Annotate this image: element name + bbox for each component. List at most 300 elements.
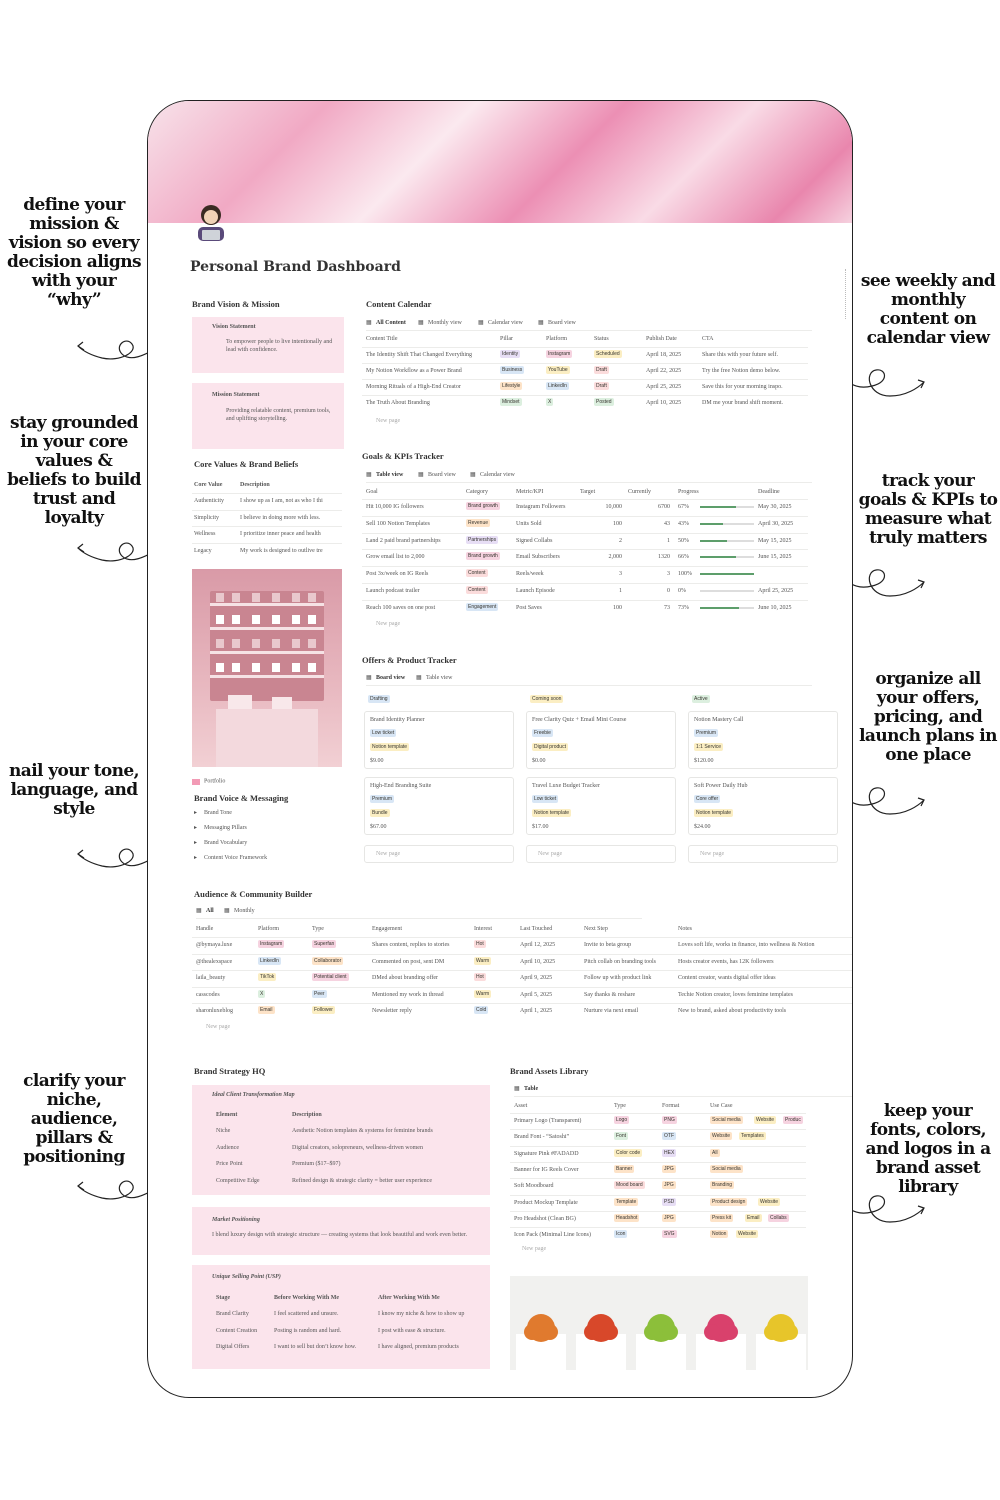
section-heading: Audience & Community Builder	[194, 889, 313, 899]
toggle-item[interactable]: Messaging Pillars	[204, 825, 247, 831]
tag-badge: Notion template	[696, 810, 732, 816]
annotation-text: clarify your niche, audience, pillars & positioning	[23, 1071, 125, 1167]
tag-badge: Warm	[476, 957, 490, 964]
section-heading: Offers & Product Tracker	[362, 655, 457, 665]
tag-badge: Website	[760, 1198, 778, 1205]
progress-percent: 66%	[678, 554, 689, 561]
table-cell: I post with ease & structure.	[378, 1327, 446, 1334]
view-tab-icon: ▦	[366, 320, 372, 326]
column-header: Deadline	[758, 489, 780, 495]
table-cell: Soft Moodboard	[514, 1183, 554, 1190]
column-header: After Working With Me	[378, 1295, 440, 1301]
table-cell: 1	[667, 537, 670, 544]
annotation-text: track your goals & KPIs to measure what truly matters	[858, 471, 998, 548]
table-cell: Digital Offers	[216, 1344, 250, 1350]
toggle-arrow-icon[interactable]: ▸	[194, 825, 198, 831]
tag-badge: Website	[738, 1231, 756, 1238]
tag-badge: SVG	[664, 1231, 675, 1238]
row-divider	[192, 954, 852, 955]
table-cell: Reels/week	[516, 571, 544, 578]
progress-fill	[700, 523, 723, 525]
row-divider	[510, 1227, 806, 1228]
table-cell: Brand Font - “Satoshi”	[514, 1134, 570, 1141]
progress-percent: 100%	[678, 571, 692, 578]
tag-badge: Revenue	[468, 519, 489, 526]
tag-badge: Bundle	[372, 810, 388, 816]
table-cell: June 10, 2025	[758, 604, 792, 611]
new-page-button[interactable]: New page	[206, 1024, 231, 1030]
column-header: Before Working With Me	[274, 1295, 340, 1301]
page-title: Personal Brand Dashboard	[190, 259, 401, 275]
column-header: Type	[614, 1103, 626, 1109]
table-cell: April 18, 2025	[646, 352, 682, 358]
table-cell: laila_beauty	[196, 975, 226, 981]
table-cell: I know my niche & how to show up	[378, 1311, 465, 1317]
row-divider	[192, 543, 342, 544]
tag-badge: Freebie	[534, 730, 551, 736]
row-divider	[362, 379, 808, 380]
card-title: Soft Power Daily Hub	[694, 783, 748, 789]
row-divider	[192, 493, 342, 494]
view-tab-icon: ▦	[196, 908, 202, 914]
tag-badge: Cold	[476, 1007, 487, 1013]
tag-badge: OTF	[664, 1133, 674, 1140]
tag-badge: Mindset	[502, 399, 520, 405]
section-heading: Brand Strategy HQ	[194, 1066, 266, 1076]
table-cell: My Notion Workflow as a Power Brand	[366, 368, 462, 374]
table-cell: 0	[667, 588, 670, 594]
tag-badge: Press kit	[712, 1214, 732, 1221]
column-header: Asset	[514, 1103, 528, 1109]
toggle-arrow-icon[interactable]: ▸	[194, 855, 198, 861]
scroll-indicator[interactable]	[838, 269, 846, 319]
column-header: Engagement	[372, 926, 402, 932]
progress-percent: 43%	[678, 520, 689, 527]
table-cell: Mentioned my work in thread	[372, 991, 444, 998]
tag-badge: Lifestyle	[502, 383, 521, 389]
tag-badge: Font	[616, 1133, 627, 1140]
table-cell: Techie Notion creator, loves feminine templates	[678, 991, 793, 998]
tag-badge: Engagement	[468, 603, 497, 610]
column-header: Notes	[678, 926, 692, 932]
table-cell: 73	[664, 604, 670, 611]
toggle-item[interactable]: Brand Vocabulary	[204, 840, 248, 846]
tag-badge: Draft	[596, 367, 607, 373]
table-cell: Shares content, replies to stories	[372, 942, 450, 948]
table-cell: April 1, 2025	[520, 1008, 553, 1014]
tag-badge: Scheduled	[596, 351, 620, 357]
table-cell: Content Creation	[216, 1327, 258, 1334]
card-title: High-End Branding Suite	[370, 783, 432, 789]
tag-badge: Product design	[712, 1198, 746, 1205]
callout-title: Market Positioning	[212, 1217, 260, 1223]
tag-badge: X	[260, 990, 264, 997]
card-title: Brand Identity Planner	[370, 717, 425, 723]
table-cell: Sell 100 Notion Templates	[366, 520, 430, 527]
tag-badge: Draft	[596, 383, 607, 389]
tag-badge: Icon	[616, 1231, 626, 1238]
tag-badge: Core offer	[696, 796, 719, 802]
column-header: Core Value	[194, 482, 223, 488]
table-cell: Invite to beta group	[584, 942, 632, 948]
row-divider	[362, 499, 808, 500]
cover-image	[148, 101, 853, 223]
row-divider	[362, 549, 808, 550]
table-cell: My work is designed to outlive tre	[240, 547, 323, 554]
card-price: $67.00	[370, 824, 387, 830]
tag-badge: Template	[616, 1198, 637, 1205]
card-title: Travel Luxe Budget Tracker	[532, 783, 600, 789]
table-cell: Refined design & strategic clarity = better user experience	[292, 1177, 432, 1184]
table-cell: April 10, 2025	[646, 400, 682, 406]
section-heading: Core Values & Brand Beliefs	[194, 459, 299, 469]
column-header: Last Touched	[520, 926, 553, 932]
table-cell: 3	[667, 571, 670, 578]
tag-badge: JPG	[664, 1182, 674, 1189]
progress-percent: 50%	[678, 537, 689, 544]
table-cell: Launch podcast trailer	[366, 588, 420, 594]
toggle-item[interactable]: Content Voice Framework	[204, 855, 268, 861]
table-cell: Posting is random and hard.	[274, 1327, 342, 1334]
view-tab[interactable]: Board view	[548, 320, 576, 326]
callout-title: Ideal Client Transformation Map	[212, 1092, 295, 1098]
tag-badge: Email	[747, 1214, 760, 1221]
new-page-button[interactable]: New page	[522, 1246, 547, 1252]
table-cell: Commented on post, sent DM	[372, 958, 445, 965]
table-cell: Nurture via next email	[584, 1008, 639, 1014]
table-cell: Audience	[216, 1144, 239, 1151]
view-tab[interactable]: Table view	[376, 472, 404, 478]
view-tab[interactable]: All	[206, 908, 214, 914]
tag-badge: Peer	[314, 990, 325, 997]
tag-badge: Partnerships	[468, 536, 497, 543]
toggle-arrow-icon[interactable]: ▸	[194, 840, 198, 846]
view-tab[interactable]: Monthly view	[428, 320, 462, 326]
tag-badge: Content	[468, 587, 486, 593]
tag-badge: Logo	[616, 1117, 628, 1123]
column-header: CTA	[702, 336, 714, 342]
column-header: Next Step	[584, 926, 608, 932]
tag-badge: Notion template	[534, 810, 570, 816]
table-cell: Hosts creator events, has 12K followers	[678, 958, 774, 965]
tab-underline	[196, 918, 642, 919]
column-header: Metric/KPI	[516, 489, 544, 495]
tag-badge: Brand growth	[468, 503, 498, 509]
table-cell: I want to sell but don’t know how.	[274, 1344, 357, 1350]
view-tab[interactable]: Table	[524, 1086, 539, 1092]
tag-badge: Collabs	[770, 1214, 787, 1221]
row-divider	[510, 1195, 806, 1196]
column-header: Status	[594, 336, 609, 342]
section-heading: Goals & KPIs Tracker	[362, 451, 444, 461]
card-price: $0.00	[532, 758, 546, 764]
table-cell: Signed Collabs	[516, 537, 553, 544]
column-header: Goal	[366, 489, 378, 495]
table-cell: Content creator, wants digital offer ideas	[678, 975, 776, 981]
new-page-button[interactable]: New page	[376, 621, 401, 627]
view-tab-icon: ▦	[416, 675, 422, 681]
table-cell: 10,000	[605, 504, 622, 510]
column-header: Platform	[258, 926, 279, 932]
table-cell: Post 3x/week on IG Reels	[366, 571, 429, 578]
notion-page-frame	[147, 100, 853, 1398]
card-title: Notion Mastery Call	[694, 717, 744, 723]
table-cell: The Identity Shift That Changed Everything	[366, 352, 473, 358]
tag-badge: Premium	[696, 730, 717, 736]
tag-badge: TikTok	[260, 974, 275, 980]
view-tab-icon: ▦	[418, 472, 424, 478]
row-divider	[362, 566, 808, 567]
table-cell: sharonluxeblog	[196, 1008, 233, 1014]
tab-underline	[366, 330, 812, 331]
table-cell: Save this for your morning inspo.	[702, 384, 783, 390]
tag-badge: Coming soon	[532, 696, 562, 702]
tag-badge: Headshot	[616, 1214, 638, 1221]
table-cell: DMed about branding offer	[372, 975, 439, 981]
new-page-button[interactable]: New page	[376, 418, 401, 424]
view-tab-icon: ▦	[418, 320, 424, 326]
tag-badge: PNG	[664, 1117, 675, 1123]
toggle-item[interactable]: Brand Tone	[204, 810, 232, 816]
tag-badge: Active	[694, 696, 708, 702]
view-tab[interactable]: Calendar view	[480, 472, 515, 478]
table-cell: Reach 100 saves on one post	[366, 604, 436, 611]
tag-badge: Website	[756, 1117, 774, 1123]
callout-title: Vision Statement	[212, 324, 256, 330]
column-header: Content Title	[366, 336, 398, 342]
table-cell: Hit 10,000 IG followers	[366, 504, 424, 510]
view-tab[interactable]: Calendar view	[488, 320, 523, 326]
view-tab[interactable]: Board view	[376, 675, 406, 681]
progress-percent: 0%	[678, 588, 686, 594]
table-cell: Say thanks & reshare	[584, 991, 636, 998]
table-cell: 100	[613, 520, 622, 527]
tag-badge: YouTube	[548, 367, 568, 373]
section-heading: Brand Voice & Messaging	[194, 793, 289, 803]
tag-badge: All	[712, 1149, 718, 1156]
row-divider	[510, 1113, 806, 1114]
table-cell: Newsletter reply	[372, 1008, 412, 1014]
card-price: $17.00	[532, 824, 549, 830]
row-divider	[510, 1162, 806, 1163]
table-cell: June 15, 2025	[758, 554, 792, 561]
table-cell: Instagram Followers	[516, 504, 566, 510]
tag-badge: Potential client	[314, 974, 347, 980]
table-cell: New to brand, asked about productivity tools	[678, 1008, 787, 1014]
table-cell: Authenticity	[194, 498, 224, 504]
new-page-label: New page	[538, 851, 563, 857]
row-divider	[192, 937, 852, 938]
section-heading: Brand Vision & Mission	[192, 299, 280, 309]
tag-badge: Notion template	[372, 744, 408, 750]
column-header: Type	[312, 926, 324, 932]
column-header: Platform	[546, 336, 567, 342]
table-cell: Price Point	[216, 1161, 243, 1167]
table-cell: Product Mockup Template	[514, 1199, 578, 1206]
progress-track	[700, 590, 754, 592]
table-cell: Wellness	[194, 531, 216, 537]
table-cell: April 22, 2025	[646, 368, 682, 374]
tag-badge: Low ticket	[372, 730, 395, 736]
tag-badge: Produc	[785, 1117, 801, 1123]
table-cell: April 10, 2025	[520, 958, 556, 965]
column-header: Description	[240, 482, 270, 488]
woman-technologist-icon	[194, 203, 228, 243]
card-title: Free Clarity Quiz + Email Mini Course	[532, 717, 627, 723]
tag-badge: Color code	[616, 1149, 641, 1156]
view-tab-icon: ▦	[470, 472, 476, 478]
new-page-label: New page	[700, 851, 725, 857]
column-header: Stage	[216, 1295, 230, 1301]
progress-percent: 73%	[678, 604, 689, 611]
row-divider	[510, 1211, 806, 1212]
column-header: Format	[662, 1103, 680, 1109]
annotation-text: stay grounded in your core values & beliefs to build trust and loyalty	[7, 413, 141, 528]
table-cell: 100	[613, 604, 622, 611]
tag-badge: LinkedIn	[548, 383, 567, 389]
progress-fill	[700, 573, 754, 575]
table-cell: 2	[619, 537, 622, 544]
callout-title: Mission Statement	[212, 392, 260, 398]
row-divider	[362, 533, 808, 534]
view-tab[interactable]: Board view	[428, 472, 456, 478]
tag-badge: 1:1 Service	[696, 744, 722, 750]
table-cell: April 5, 2025	[520, 991, 553, 998]
card-price: $24.00	[694, 824, 711, 830]
table-cell: Land 2 paid brand partnerships	[366, 537, 441, 544]
new-page-label: New page	[376, 851, 401, 857]
section-heading: Brand Assets Library	[510, 1066, 589, 1076]
row-divider	[362, 347, 808, 348]
tag-badge: Instagram	[260, 941, 283, 947]
tag-badge: PSD	[664, 1198, 675, 1205]
tag-badge: Email	[260, 1007, 273, 1013]
table-cell: April 9, 2025	[520, 975, 553, 981]
column-header: Pillar	[500, 336, 513, 342]
table-cell: I prioritize inner peace and health	[240, 531, 321, 537]
table-cell: April 25, 2025	[758, 588, 794, 594]
annotation-text: organize all your offers, pricing, and launch plans in one place	[859, 669, 997, 765]
table-cell: Units Sold	[516, 520, 542, 527]
table-cell: Legacy	[194, 547, 212, 554]
table-cell: Icon Pack (Minimal Line Icons)	[514, 1232, 591, 1239]
table-cell: 6700	[658, 504, 670, 510]
view-tab[interactable]: Monthly	[234, 908, 255, 914]
tag-badge: Collaborator	[314, 957, 342, 964]
row-divider	[362, 583, 808, 584]
callout-title: Unique Selling Point (USP)	[212, 1274, 281, 1280]
progress-fill	[700, 607, 739, 609]
view-tab-icon: ▦	[366, 472, 372, 478]
table-cell: Banner for IG Reels Cover	[514, 1166, 579, 1173]
column-header: Element	[216, 1112, 238, 1118]
column-header: Interest	[474, 926, 492, 932]
table-cell: Simplicity	[194, 514, 220, 521]
table-cell: I have aligned, premium products	[378, 1344, 459, 1350]
portfolio-link[interactable]	[192, 771, 272, 785]
table-cell: Primary Logo (Transparent)	[514, 1118, 582, 1124]
row-divider	[362, 395, 808, 396]
table-cell: Share this with your future self.	[702, 352, 778, 358]
table-cell: @bymaya.luxe	[196, 942, 233, 948]
tag-badge: Follower	[314, 1007, 333, 1013]
tag-badge: JPG	[664, 1165, 674, 1172]
table-cell: 43	[664, 520, 670, 527]
table-cell: Competitive Edge	[216, 1177, 260, 1184]
view-tab-icon: ▦	[538, 320, 544, 326]
table-cell: DM me your brand shift moment.	[702, 400, 783, 406]
table-cell: April 25, 2025	[646, 384, 682, 390]
row-divider	[362, 363, 808, 364]
row-divider	[362, 516, 808, 517]
table-cell: 1320	[658, 554, 670, 561]
table-cell: 1	[619, 588, 622, 594]
tag-badge: HEX	[664, 1149, 675, 1156]
table-cell: Grow email list to 2,000	[366, 554, 425, 561]
table-cell: Signature Pink #FADADD	[514, 1150, 579, 1157]
tag-badge: Premium	[372, 796, 393, 802]
table-cell: @thealexspace	[196, 958, 233, 965]
table-cell: Brand Clarity	[216, 1311, 249, 1317]
tag-badge: Hot	[476, 941, 484, 947]
table-cell: Loves soft life, works in finance, into wellness & Notion	[678, 942, 815, 948]
tag-badge: Hot	[476, 974, 484, 980]
view-tab-icon: ▦	[514, 1086, 520, 1092]
tag-badge: Instagram	[548, 351, 571, 357]
callout-text: I blend luxury design with strategic structure — creating systems that look beautiful and work even better.	[212, 1232, 468, 1238]
view-tab[interactable]: Table view	[426, 675, 453, 681]
annotation-text: keep your fonts, colors, and logos in a brand asset library	[865, 1101, 991, 1197]
tag-badge: Identity	[502, 351, 519, 357]
table-cell: Follow up with product link	[584, 975, 652, 981]
portfolio-image[interactable]	[192, 569, 342, 767]
tag-badge: Digital product	[534, 744, 566, 750]
card-price: $9.00	[370, 758, 384, 764]
callout-text: To empower people to live intentionally and lead with confidence.	[226, 339, 333, 353]
progress-percent: 67%	[678, 504, 689, 510]
table-cell: Premium ($17–$97)	[292, 1161, 341, 1167]
column-header: Handle	[196, 926, 214, 932]
column-header: Currently	[628, 489, 651, 495]
view-tab-icon: ▦	[478, 320, 484, 326]
table-cell: I feel scattered and unsure.	[274, 1311, 339, 1317]
table-cell: 2,000	[608, 554, 622, 561]
tag-badge: Drafting	[370, 696, 388, 702]
succulent-plants-image	[510, 1276, 808, 1370]
tag-badge: Templates	[741, 1133, 764, 1140]
table-cell: Pro Headshot (Clean BG)	[514, 1215, 576, 1222]
view-tab-icon: ▦	[366, 675, 372, 681]
tag-badge: Superfan	[314, 941, 335, 947]
toggle-arrow-icon[interactable]: ▸	[194, 810, 198, 816]
table-cell: Niche	[216, 1128, 231, 1134]
annotation-text: nail your tone, language, and style	[9, 761, 139, 819]
tag-badge: Warm	[476, 990, 490, 997]
view-tab[interactable]: All Content	[376, 320, 406, 326]
column-header: Progress	[678, 489, 699, 495]
table-cell: Morning Rituals of a High-End Creator	[366, 384, 461, 390]
tag-badge: JPG	[664, 1214, 674, 1221]
row-divider	[192, 526, 342, 527]
row-divider	[510, 1129, 806, 1130]
tag-badge: Posted	[596, 399, 612, 405]
table-cell: Try the free Notion demo below.	[702, 368, 781, 374]
row-divider	[192, 970, 852, 971]
column-header: Target	[580, 489, 596, 495]
tag-badge: Business	[502, 367, 523, 373]
progress-fill	[700, 556, 736, 558]
table-cell: Aesthetic Notion templates & systems for feminine brands	[292, 1128, 433, 1134]
